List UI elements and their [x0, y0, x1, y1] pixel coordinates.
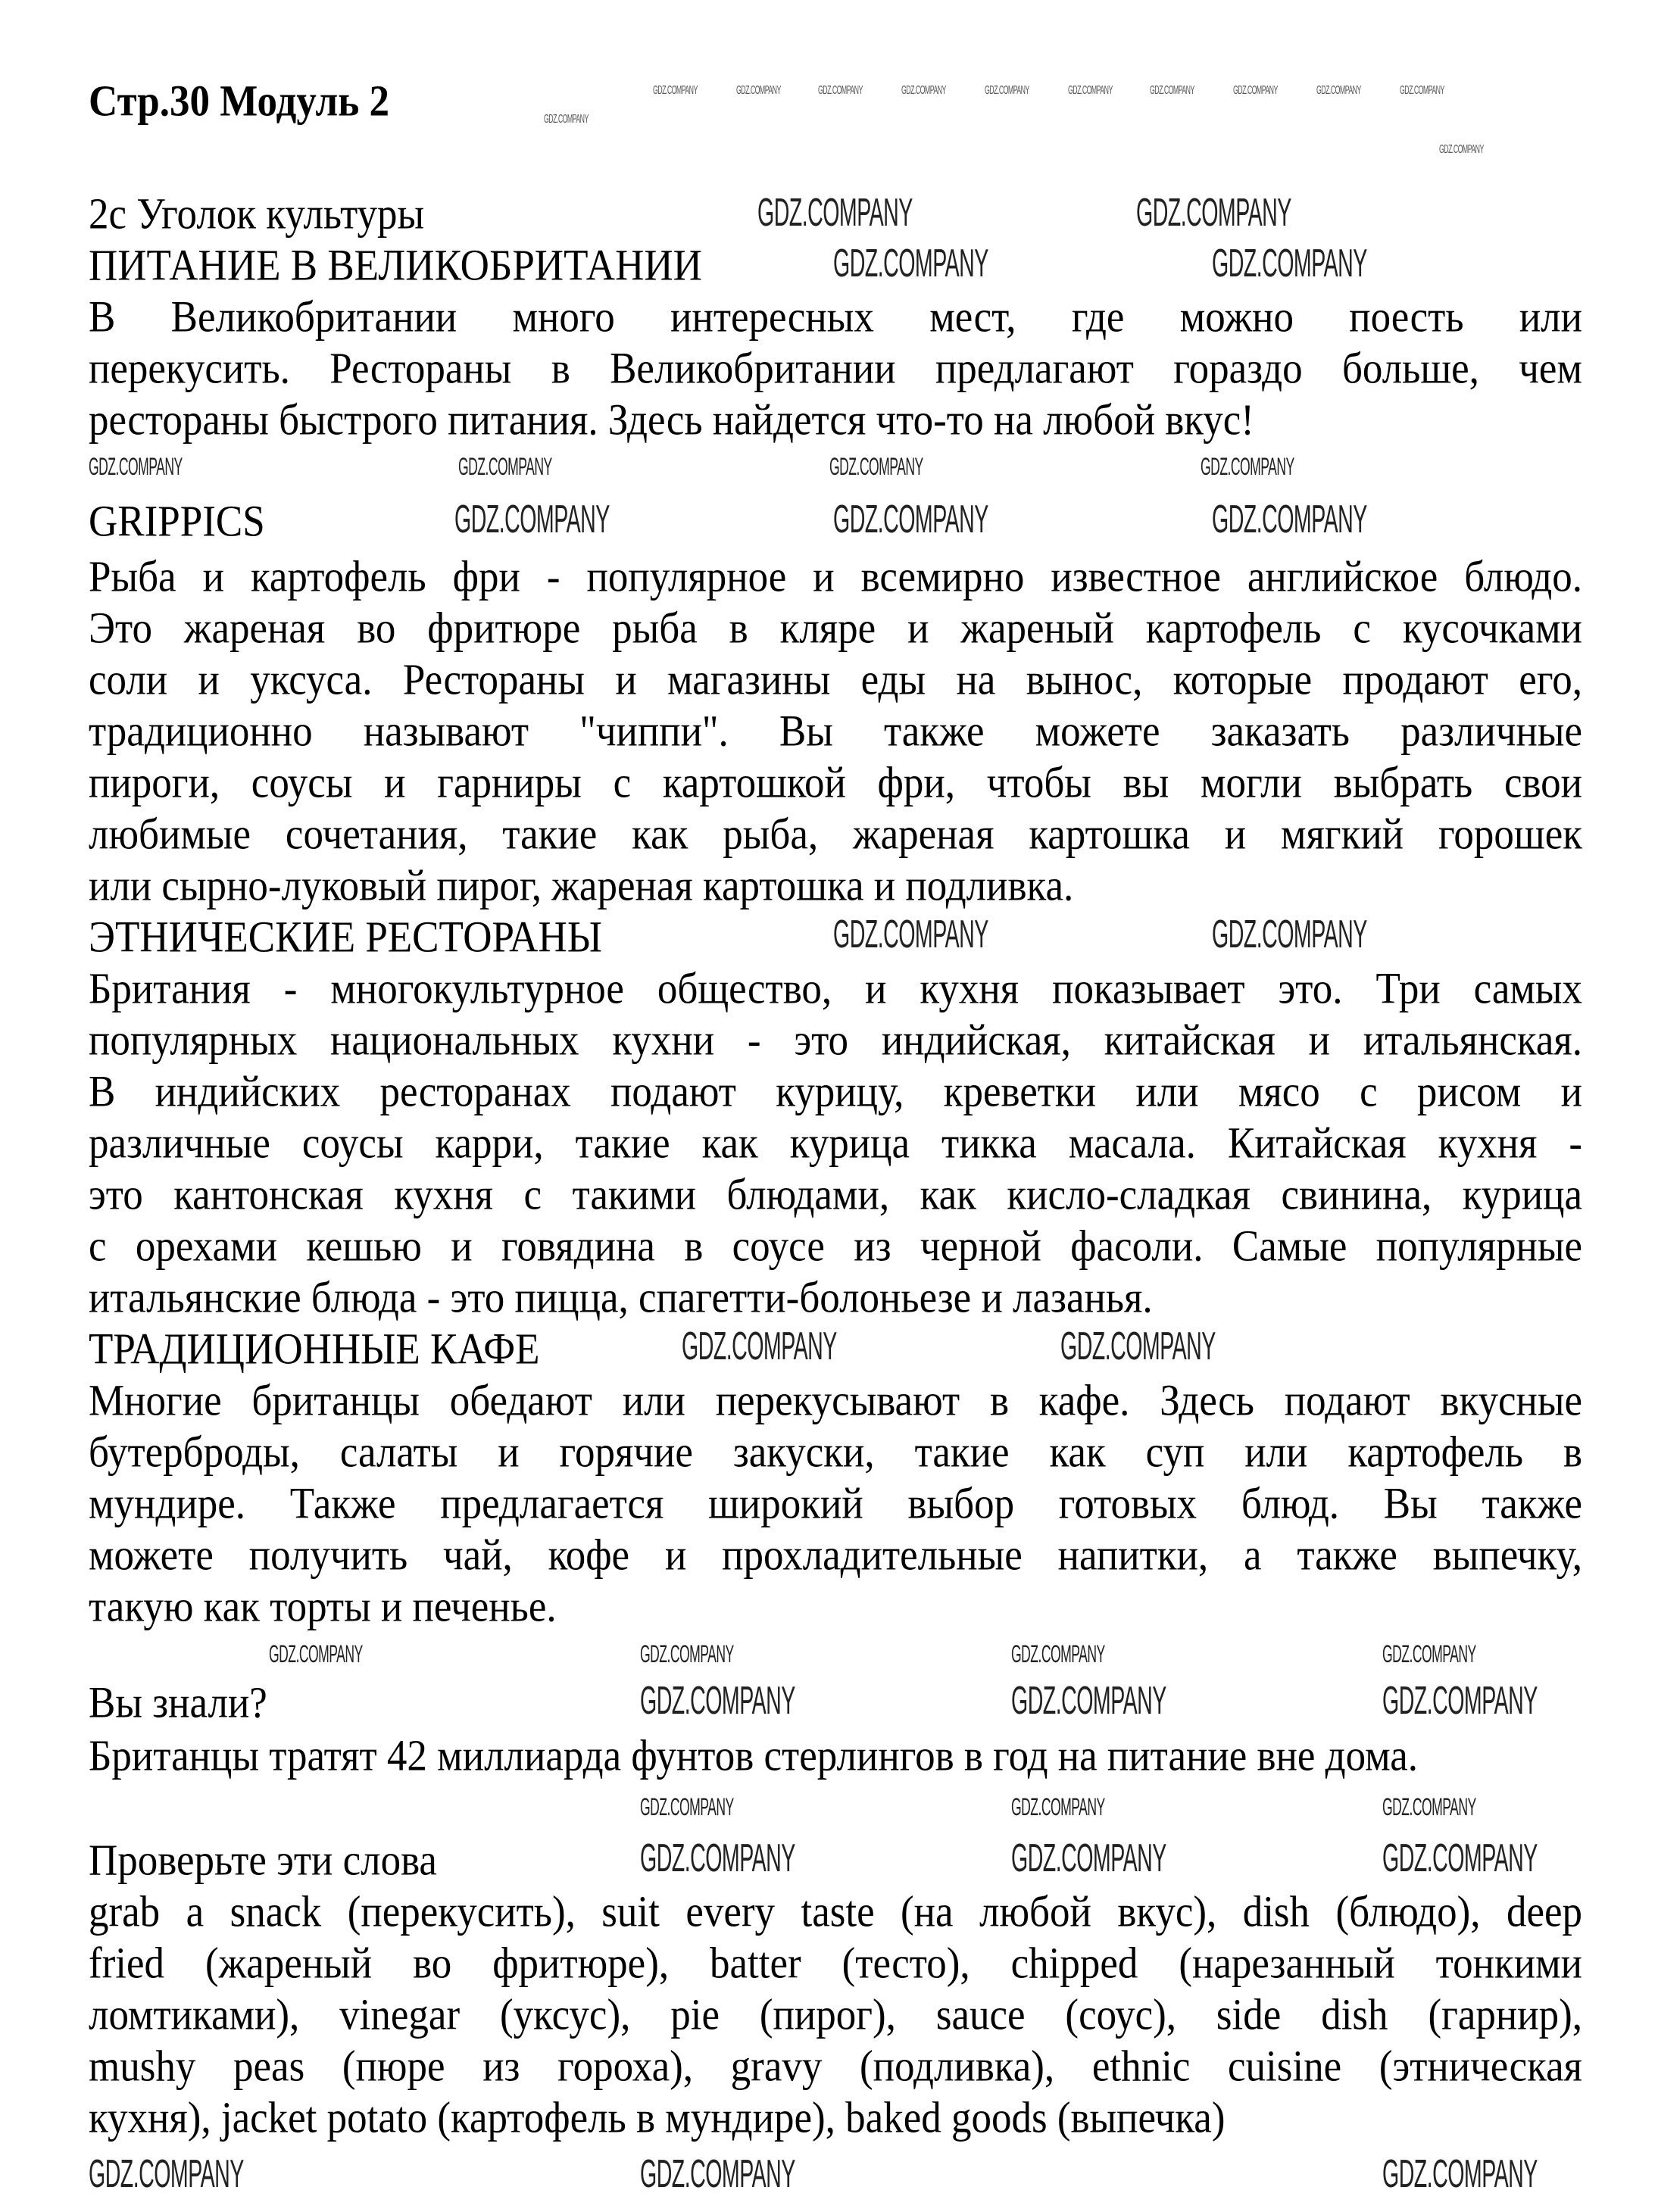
- watermark: GDZ.COMPANY: [1382, 2152, 1538, 2196]
- watermark: GDZ.COMPANY: [1011, 1640, 1105, 1668]
- paragraph-line: популярных национальных кухни - это индийская, китайская и итальянская.: [89, 1016, 1582, 1065]
- did-you-know-text: [89, 1730, 1582, 1782]
- paragraph-line: Британия - многокультурное общество, и кухня показывает это. Три самых: [89, 965, 1582, 1013]
- check-words-label: [89, 1835, 1582, 1886]
- watermark: GDZ.COMPANY: [89, 2152, 244, 2196]
- paragraph-line: традиционно называют "чиппи". Вы также можете заказать различные: [89, 707, 1582, 756]
- paragraph-line: перекусить. Рестораны в Великобритании предлагают гораздо больше, чем: [89, 345, 1582, 393]
- heading-cafe-text: ТРАДИЦИОННЫЕ КАФЕ: [89, 1325, 540, 1374]
- watermark: GDZ.COMPANY: [901, 84, 946, 97]
- watermark: GDZ.COMPANY: [1382, 1640, 1476, 1668]
- paragraph-line: это кантонская кухня с такими блюдами, как кисло-сладкая свинина, курица: [89, 1171, 1582, 1219]
- watermark: GDZ.COMPANY: [682, 1324, 837, 1368]
- watermark: GDZ.COMPANY: [1382, 1679, 1538, 1723]
- watermark: GDZ.COMPANY: [1060, 1324, 1216, 1368]
- watermark: GDZ.COMPANY: [640, 1640, 734, 1668]
- did-you-know-text-text: Британцы тратят 42 миллиарда фунтов стерлингов в год на питание вне дома.: [89, 1732, 1419, 1780]
- cafe-paragraph: [89, 1375, 1582, 1633]
- paragraph-line: рестораны быстрого питания. Здесь найдется что-то на любой вкус!: [89, 396, 1254, 445]
- watermark: GDZ.COMPANY: [818, 84, 863, 97]
- watermark: GDZ.COMPANY: [640, 1836, 795, 1880]
- watermark: GDZ.COMPANY: [1382, 1836, 1538, 1880]
- watermark: GDZ.COMPANY: [1382, 1793, 1476, 1820]
- watermark: GDZ.COMPANY: [269, 1640, 363, 1668]
- paragraph-line: ломтиками), vinegar (уксус), pie (пирог), sauce (соус), side dish (гарнир),: [89, 1991, 1582, 2039]
- watermark: GDZ.COMPANY: [458, 453, 552, 480]
- paragraph-line: любимые сочетания, такие как рыба, жареная картошка и мягкий горошек: [89, 810, 1582, 859]
- paragraph-line: Рыба и картофель фри - популярное и всемирно известное английское блюдо.: [89, 553, 1582, 601]
- paragraph-line: Многие британцы обедают или перекусывают в кафе. Здесь подают вкусные: [89, 1377, 1582, 1425]
- paragraph-line: различные соусы карри, такие как курица тикка масала. Китайская кухня -: [89, 1119, 1582, 1168]
- watermark: GDZ.COMPANY: [640, 2152, 795, 2196]
- paragraph-line: мундире. Также предлагается широкий выбор готовых блюд. Вы также: [89, 1480, 1582, 1528]
- paragraph-line: В Великобритании много интересных мест, где можно поесть или: [89, 293, 1582, 342]
- watermark: GDZ.COMPANY: [1068, 84, 1113, 97]
- did-you-know-label-text: Вы знали?: [89, 1679, 267, 1727]
- paragraph-line: пироги, соусы и гарниры с картошкой фри, чтобы вы могли выбрать свои: [89, 759, 1582, 807]
- watermark: GDZ.COMPANY: [833, 242, 988, 285]
- watermark: GDZ.COMPANY: [1233, 84, 1278, 97]
- watermark: GDZ.COMPANY: [454, 498, 610, 541]
- watermark: GDZ.COMPANY: [736, 84, 781, 97]
- paragraph-line: такую как торты и печенье.: [89, 1583, 557, 1631]
- watermark: GDZ.COMPANY: [1011, 1679, 1166, 1723]
- watermark: GDZ.COMPANY: [1011, 1836, 1166, 1880]
- watermark: GDZ.COMPANY: [89, 453, 183, 480]
- watermark: GDZ.COMPANY: [1212, 498, 1367, 541]
- paragraph-line: В индийских ресторанах подают курицу, креветки или мясо с рисом и: [89, 1068, 1582, 1116]
- paragraph-line: или сырно-луковый пирог, жареная картошка и подливка.: [89, 862, 1074, 910]
- watermark: GDZ.COMPANY: [653, 84, 698, 97]
- heading-grippics-text: GRIPPICS: [89, 498, 265, 546]
- paragraph-line: Это жареная во фритюре рыба в кляре и жареный картофель с кусочками: [89, 604, 1582, 653]
- watermark: GDZ.COMPANY: [640, 1793, 734, 1820]
- paragraph-line: кухня), jacket potato (картофель в мундире), baked goods (выпечка): [89, 2094, 1226, 2142]
- paragraph-line: mushy peas (пюре из гороха), gravy (подливка), ethnic cuisine (этническая: [89, 2042, 1582, 2091]
- watermark: GDZ.COMPANY: [544, 113, 589, 126]
- watermark: GDZ.COMPANY: [640, 1679, 795, 1723]
- check-words-label-text: Проверьте эти слова: [89, 1836, 437, 1885]
- watermark: GDZ.COMPANY: [1212, 913, 1367, 956]
- paragraph-line: можете получить чай, кофе и прохладительные напитки, а также выпечку,: [89, 1531, 1582, 1580]
- watermark: GDZ.COMPANY: [1150, 84, 1194, 97]
- paragraph-line: итальянские блюда - это пицца, спагетти-болоньезе и лазанья.: [89, 1274, 1153, 1322]
- watermark: GDZ.COMPANY: [1316, 84, 1361, 97]
- did-you-know-label: [89, 1677, 1582, 1729]
- watermark: GDZ.COMPANY: [1212, 242, 1367, 285]
- paragraph-line: с орехами кешью и говядина в соусе из черной фасоли. Самые популярные: [89, 1222, 1582, 1271]
- paragraph-line: fried (жареный во фритюре), batter (тесто), chipped (нарезанный тонкими: [89, 1939, 1582, 1988]
- watermark: GDZ.COMPANY: [1201, 453, 1294, 480]
- section-label-text: 2c Уголок культуры: [89, 190, 425, 239]
- watermark: GDZ.COMPANY: [1439, 143, 1484, 156]
- watermark: GDZ.COMPANY: [985, 84, 1029, 97]
- watermark: GDZ.COMPANY: [833, 913, 988, 956]
- intro-paragraph: [89, 292, 1582, 446]
- page-title-text: Стр.30 Модуль 2: [89, 77, 390, 126]
- watermark: GDZ.COMPANY: [833, 498, 988, 541]
- paragraph-line: grab a snack (перекусить), suit every taste (на любой вкус), dish (блюдо), deep: [89, 1888, 1582, 1936]
- paragraph-line: соли и уксуса. Рестораны и магазины еды на вынос, которые продают его,: [89, 656, 1582, 704]
- vocab-paragraph: [89, 1886, 1582, 2144]
- watermark: GDZ.COMPANY: [829, 453, 923, 480]
- watermark: GDZ.COMPANY: [1011, 1793, 1105, 1820]
- watermark: GDZ.COMPANY: [757, 191, 913, 235]
- heading-main-text: ПИТАНИЕ В ВЕЛИКОБРИТАНИИ: [89, 242, 702, 290]
- ethnic-paragraph: [89, 963, 1582, 1324]
- watermark: GDZ.COMPANY: [1136, 191, 1291, 235]
- watermark: GDZ.COMPANY: [1400, 84, 1444, 97]
- heading-ethnic-text: ЭТНИЧЕСКИЕ РЕСТОРАНЫ: [89, 913, 602, 962]
- paragraph-line: бутерброды, салаты и горячие закуски, такие как суп или картофель в: [89, 1428, 1582, 1477]
- grippics-paragraph: [89, 551, 1582, 912]
